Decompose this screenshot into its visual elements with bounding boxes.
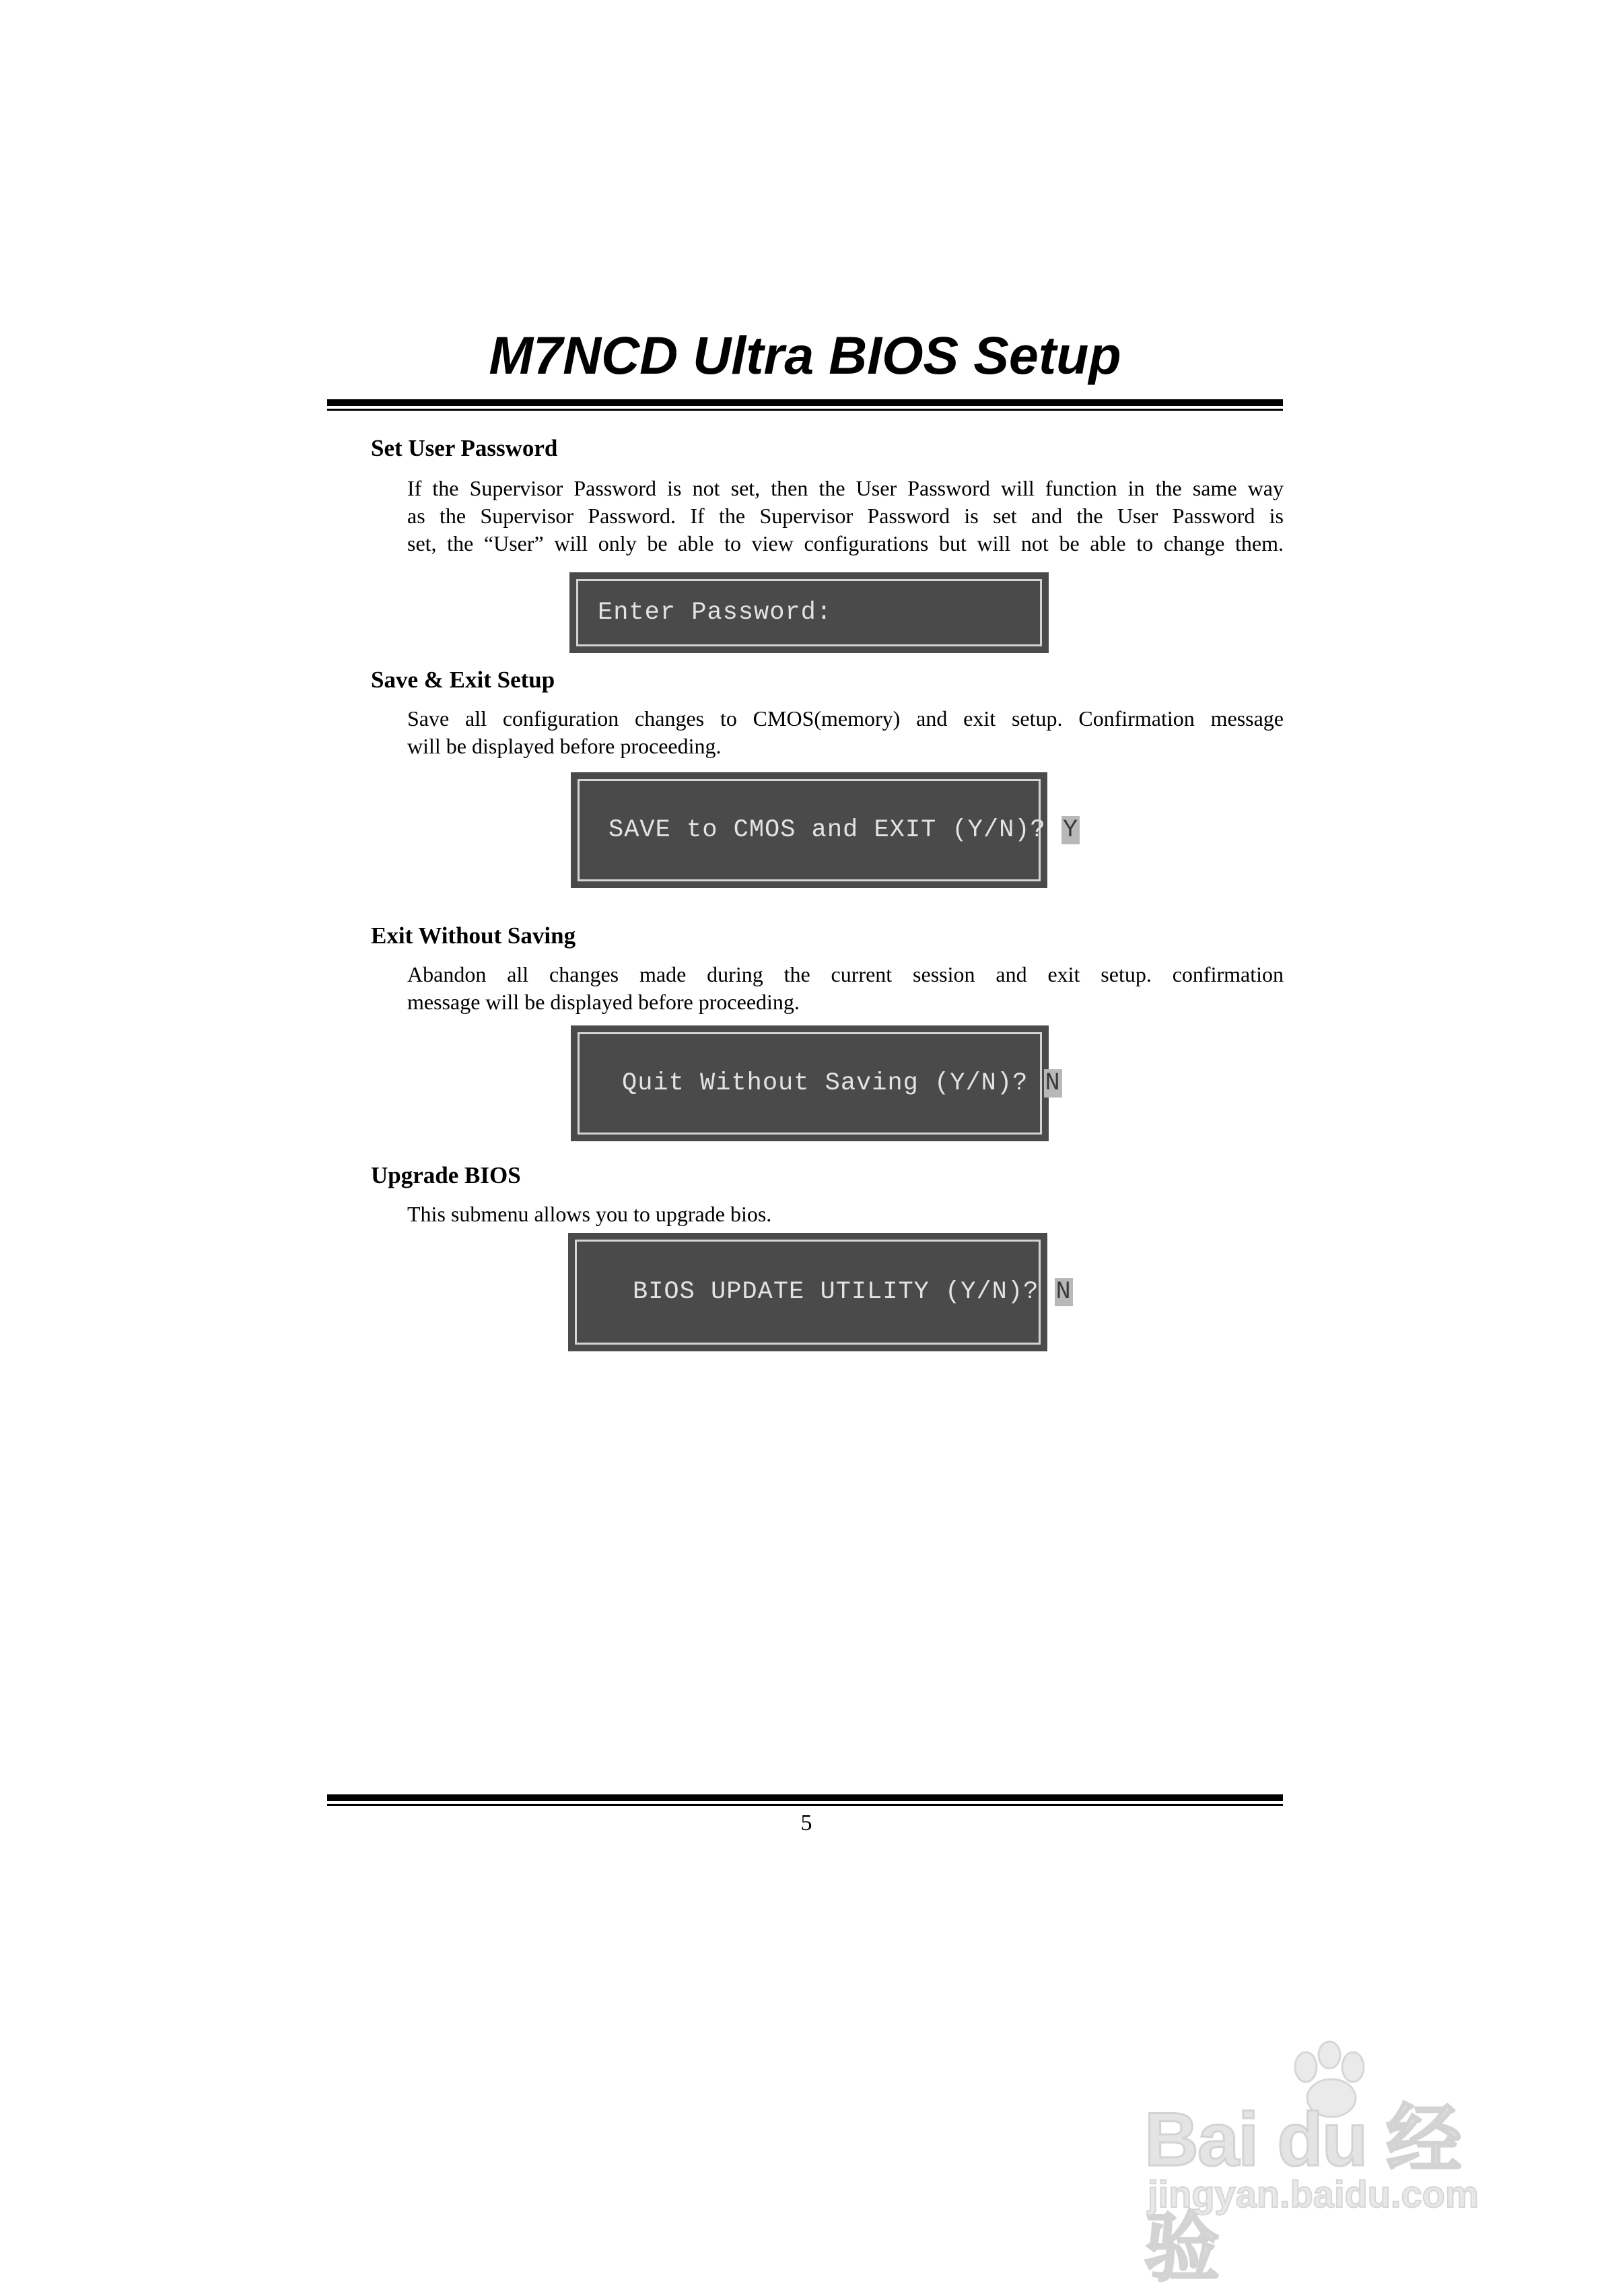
dialog-prompt <box>598 599 1049 627</box>
dialog-prompt <box>622 1069 1061 1098</box>
section-text-upgrade-bios <box>407 1201 1282 1228</box>
footer-rule-thick <box>327 1794 1283 1801</box>
section-heading-save-exit: Save & Exit Setup <box>371 667 555 693</box>
header-rule-thin <box>327 409 1283 411</box>
dialog-prompt <box>608 816 1079 844</box>
bios-update-dialog <box>568 1233 1072 1351</box>
enter-password-dialog <box>569 572 1049 653</box>
prompt-text: SAVE to CMOS and EXIT (Y/N)? <box>608 816 1061 844</box>
text-line: will be displayed before proceeding. <box>407 734 722 758</box>
quit-without-saving-dialog <box>571 1025 1061 1141</box>
text-line: as the Supervisor Password. If the Supervisor Password is set and the User Password is <box>407 504 1284 528</box>
text-line: Abandon all changes made during the current session and exit setup. confirmation <box>407 962 1284 986</box>
text-line: message will be displayed before proceeding. <box>407 990 800 1014</box>
section-text-exit-without-saving <box>407 961 1284 1016</box>
text-line: If the Supervisor Password is not set, then the User Password will function in the same way <box>407 476 1284 500</box>
answer-cursor[interactable]: Y <box>1062 816 1079 844</box>
prompt-text: BIOS UPDATE UTILITY (Y/N)? <box>633 1278 1055 1306</box>
section-heading-upgrade-bios: Upgrade BIOS <box>371 1162 521 1188</box>
section-text-set-user-password <box>407 475 1284 558</box>
baidu-watermark <box>1144 2040 1521 2290</box>
answer-cursor[interactable]: N <box>1045 1069 1061 1098</box>
dialog-prompt <box>633 1278 1072 1306</box>
section-heading-set-user-password: Set User Password <box>371 435 558 461</box>
watermark-brand: Bai du 经验 <box>1144 2097 1461 2290</box>
header-rule-thick <box>327 399 1283 406</box>
save-exit-dialog <box>571 772 1079 888</box>
text-line: This submenu allows you to upgrade bios. <box>407 1202 772 1226</box>
prompt-text: Quit Without Saving (Y/N)? <box>622 1069 1044 1098</box>
answer-cursor[interactable]: N <box>1055 1278 1072 1306</box>
text-line: set, the “User” will only be able to view configurations but will not be able to change them. <box>407 531 1284 555</box>
page-number: 5 <box>800 1811 812 1835</box>
footer-rule-thin <box>327 1804 1283 1806</box>
section-text-save-exit <box>407 705 1284 760</box>
section-heading-exit-without-saving: Exit Without Saving <box>371 922 576 949</box>
page-title: M7NCD Ultra BIOS Setup <box>489 325 1121 385</box>
prompt-text: Enter Password: <box>598 599 833 627</box>
text-line: Save all configuration changes to CMOS(memory) and exit setup. Confirmation message <box>407 706 1284 731</box>
watermark-url: jingyan.baidu.com <box>1148 2173 1479 2215</box>
